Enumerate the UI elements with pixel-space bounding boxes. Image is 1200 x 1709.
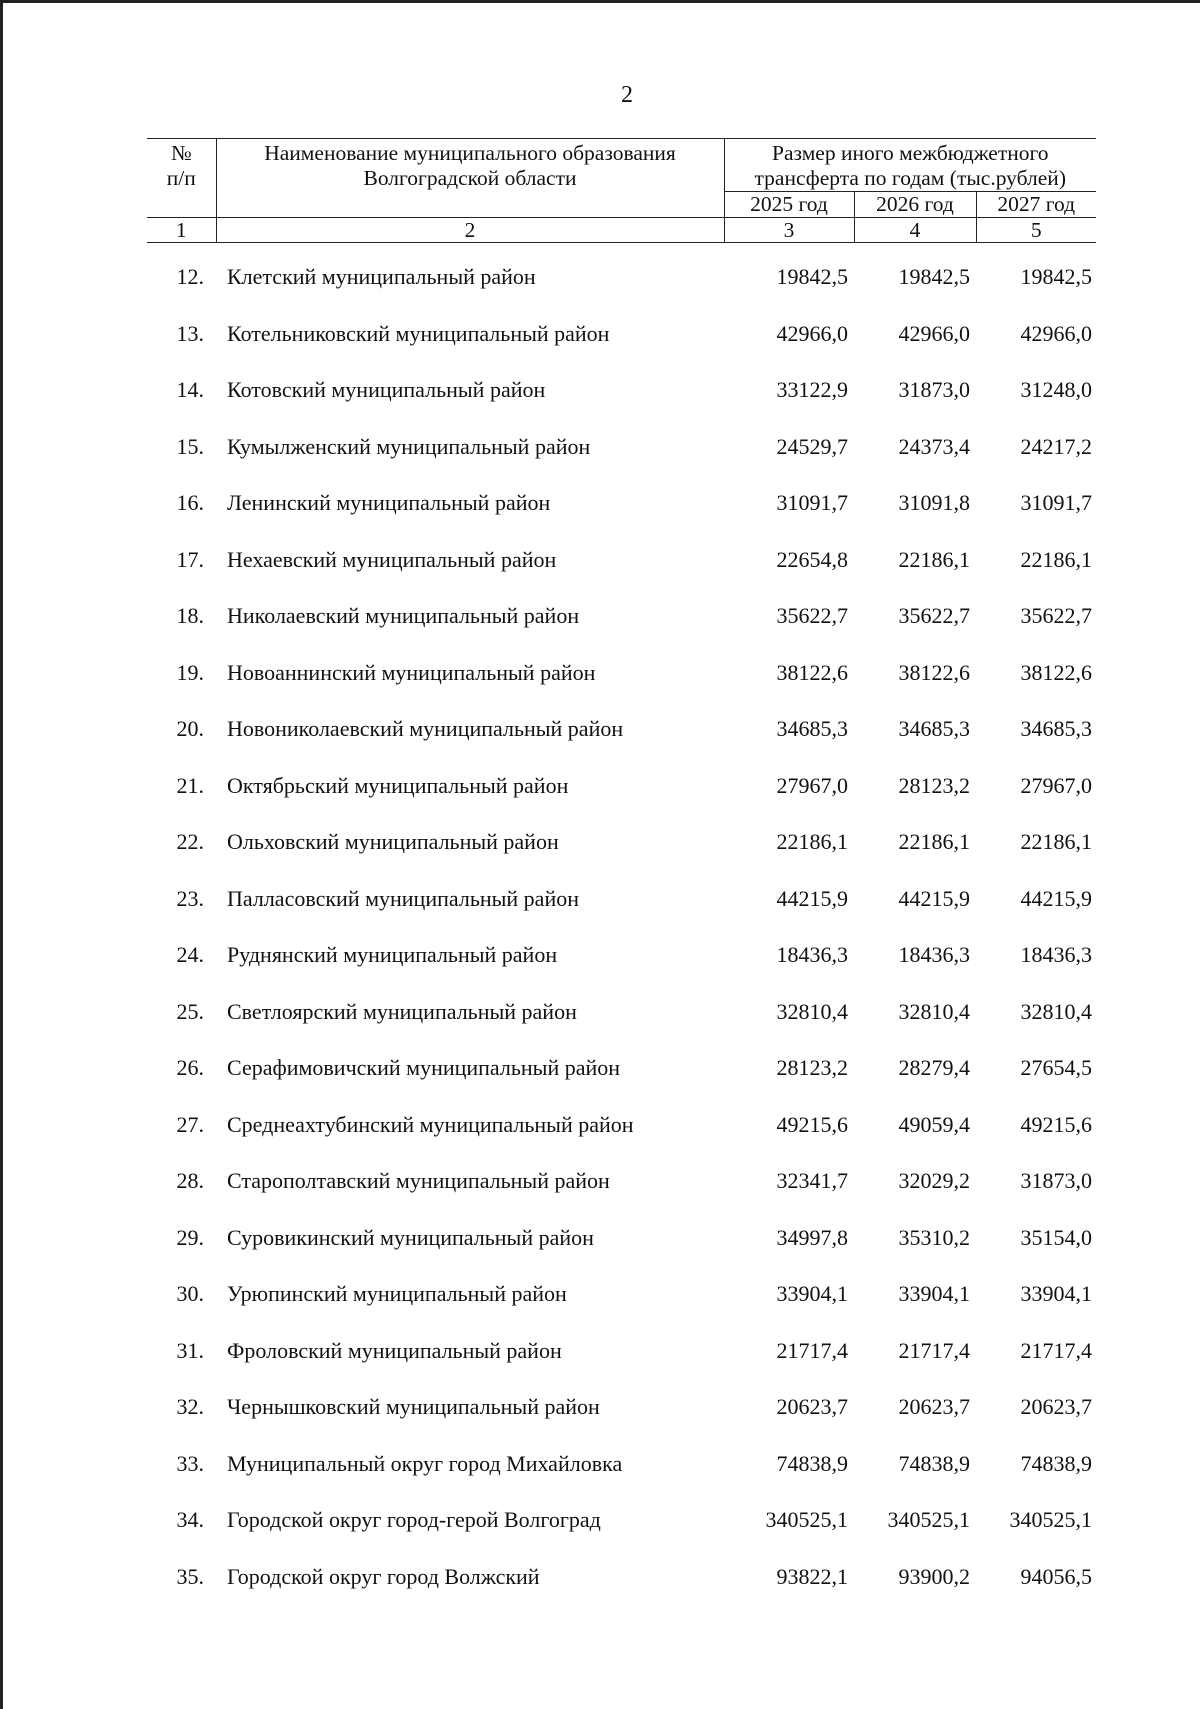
row-value-2025: 34997,8 [776, 1224, 848, 1250]
row-value-2026: 44215,9 [898, 885, 970, 911]
row-number: 23. [176, 885, 204, 911]
row-value-2027: 74838,9 [1020, 1450, 1092, 1476]
row-value-2027: 94056,5 [1020, 1563, 1092, 1589]
row-number: 27. [176, 1111, 204, 1137]
table-row [0, 375, 1200, 432]
row-municipality-name: Фроловский муниципальный район [227, 1337, 562, 1363]
row-value-2027: 32810,4 [1020, 998, 1092, 1024]
table-row [0, 1336, 1200, 1393]
table-header [147, 138, 1096, 243]
row-value-2025: 31091,7 [776, 490, 848, 515]
col-number-4: 4 [854, 218, 976, 243]
row-number: 22. [176, 829, 204, 854]
row-municipality-name: Серафимовичский муниципальный район [227, 1055, 621, 1080]
row-number: 28. [176, 1168, 204, 1193]
row-value-2027: 19842,5 [1020, 264, 1092, 289]
table-row [0, 432, 1200, 489]
row-number: 15. [176, 433, 204, 459]
row-value-2027: 20623,7 [1020, 1394, 1092, 1419]
row-value-2027: 42966,0 [1020, 320, 1092, 346]
row-municipality-name: Клетский муниципальный район [227, 264, 536, 289]
page-number: 2 [621, 82, 633, 108]
table-row [0, 1053, 1200, 1110]
row-value-2027: 49215,6 [1020, 1111, 1092, 1137]
row-value-2026: 24373,4 [898, 433, 970, 459]
row-value-2027: 22186,1 [1020, 546, 1092, 572]
table-row [0, 1449, 1200, 1506]
table-row [0, 262, 1200, 319]
row-value-2027: 21717,4 [1020, 1337, 1092, 1363]
row-value-2026: 21717,4 [898, 1337, 970, 1363]
col-number-2: 2 [216, 218, 724, 243]
col-number-1: 1 [147, 218, 216, 243]
row-value-2026: 35622,7 [898, 603, 970, 628]
row-value-2027: 22186,1 [1020, 829, 1092, 854]
row-number: 32. [176, 1394, 204, 1419]
row-municipality-name: Нехаевский муниципальный район [227, 546, 557, 572]
row-value-2026: 22186,1 [898, 546, 970, 572]
row-value-2026: 49059,4 [898, 1111, 970, 1137]
row-value-2026: 22186,1 [898, 829, 970, 854]
row-municipality-name: Октябрьский муниципальный район [227, 772, 569, 798]
table-row [0, 319, 1200, 376]
row-municipality-name: Среднеахтубинский муниципальный район [227, 1111, 634, 1137]
table-row [0, 1166, 1200, 1223]
header-amount-col: Размер иного межбюджетного трансферта по годам (тыс.рублей) [724, 139, 1096, 192]
table-row [0, 771, 1200, 828]
row-value-2025: 32341,7 [776, 1168, 848, 1193]
table-row [0, 601, 1200, 658]
row-value-2026: 18436,3 [898, 942, 970, 967]
row-municipality-name: Николаевский муниципальный район [227, 603, 580, 628]
header-year-2026: 2026 год [854, 192, 976, 218]
table-row [0, 714, 1200, 771]
table-row [0, 940, 1200, 997]
table-row [0, 1392, 1200, 1449]
header-name-col: Наименование муниципального образования Волгоградской области [216, 139, 724, 218]
table-row [0, 1562, 1200, 1619]
row-number: 20. [176, 716, 204, 741]
row-number: 16. [176, 490, 204, 515]
row-municipality-name: Светлоярский муниципальный район [227, 998, 577, 1024]
table-row [0, 1505, 1200, 1562]
row-value-2027: 44215,9 [1020, 885, 1092, 911]
row-value-2026: 32810,4 [898, 998, 970, 1024]
row-number: 26. [176, 1055, 204, 1080]
row-value-2025: 38122,6 [776, 659, 848, 685]
row-value-2025: 20623,7 [776, 1394, 848, 1419]
row-value-2027: 31248,0 [1020, 377, 1092, 402]
header-num-col: № п/п [147, 139, 216, 218]
row-value-2025: 33122,9 [776, 377, 848, 402]
row-value-2026: 20623,7 [898, 1394, 970, 1419]
row-value-2025: 33904,1 [776, 1281, 848, 1306]
table-row [0, 1110, 1200, 1167]
row-municipality-name: Чернышковский муниципальный район [227, 1394, 600, 1419]
row-number: 31. [176, 1337, 204, 1363]
row-number: 19. [176, 659, 204, 685]
row-number: 30. [176, 1281, 204, 1306]
row-value-2026: 28279,4 [898, 1055, 970, 1080]
row-municipality-name: Новониколаевский муниципальный район [227, 716, 624, 741]
table-row [0, 488, 1200, 545]
scan-edge-top [0, 0, 1200, 3]
row-value-2027: 27654,5 [1020, 1055, 1092, 1080]
row-value-2026: 35310,2 [898, 1224, 970, 1250]
table-row [0, 545, 1200, 602]
row-number: 12. [176, 264, 204, 289]
row-value-2025: 28123,2 [776, 1055, 848, 1080]
row-municipality-name: Кумылженский муниципальный район [227, 433, 591, 459]
row-value-2025: 22186,1 [776, 829, 848, 854]
table-row [0, 1223, 1200, 1280]
row-value-2027: 18436,3 [1020, 942, 1092, 967]
col-number-5: 5 [976, 218, 1096, 243]
row-municipality-name: Новоаннинский муниципальный район [227, 659, 596, 685]
row-value-2025: 19842,5 [776, 264, 848, 289]
row-number: 25. [176, 998, 204, 1024]
row-municipality-name: Руднянский муниципальный район [227, 942, 558, 967]
row-number: 33. [176, 1450, 204, 1476]
row-number: 18. [176, 603, 204, 628]
row-value-2025: 74838,9 [776, 1450, 848, 1476]
row-value-2025: 18436,3 [776, 942, 848, 967]
row-value-2026: 32029,2 [898, 1168, 970, 1193]
table-row [0, 1279, 1200, 1336]
row-value-2025: 34685,3 [776, 716, 848, 741]
row-value-2025: 22654,8 [776, 546, 848, 572]
row-value-2026: 33904,1 [898, 1281, 970, 1306]
row-value-2026: 340525,1 [887, 1507, 970, 1532]
row-value-2027: 38122,6 [1020, 659, 1092, 685]
row-value-2025: 24529,7 [776, 433, 848, 459]
row-number: 14. [176, 377, 204, 402]
row-municipality-name: Ленинский муниципальный район [227, 490, 551, 515]
row-value-2025: 44215,9 [776, 885, 848, 911]
row-municipality-name: Городской округ город Волжский [227, 1563, 540, 1589]
table-body [0, 262, 1200, 1618]
row-value-2025: 340525,1 [765, 1507, 848, 1532]
row-value-2027: 33904,1 [1020, 1281, 1092, 1306]
row-value-2025: 42966,0 [776, 320, 848, 346]
row-value-2027: 35622,7 [1020, 603, 1092, 628]
row-municipality-name: Урюпинский муниципальный район [227, 1281, 567, 1306]
row-number: 29. [176, 1224, 204, 1250]
row-value-2025: 93822,1 [776, 1563, 848, 1589]
row-value-2025: 21717,4 [776, 1337, 848, 1363]
row-number: 24. [176, 942, 204, 967]
row-value-2025: 49215,6 [776, 1111, 848, 1137]
row-value-2027: 35154,0 [1020, 1224, 1092, 1250]
row-value-2027: 31873,0 [1020, 1168, 1092, 1193]
table-row [0, 827, 1200, 884]
header-year-2027: 2027 год [976, 192, 1096, 218]
row-value-2025: 32810,4 [776, 998, 848, 1024]
row-value-2027: 24217,2 [1020, 433, 1092, 459]
row-value-2026: 31873,0 [898, 377, 970, 402]
row-value-2025: 27967,0 [776, 772, 848, 798]
row-value-2026: 19842,5 [898, 264, 970, 289]
row-municipality-name: Городской округ город-герой Волгоград [227, 1507, 601, 1532]
row-value-2026: 28123,2 [898, 772, 970, 798]
row-value-2026: 34685,3 [898, 716, 970, 741]
table-row [0, 658, 1200, 715]
header-year-2025: 2025 год [724, 192, 854, 218]
row-municipality-name: Котовский муниципальный район [227, 377, 546, 402]
table-row [0, 884, 1200, 941]
row-number: 13. [176, 320, 204, 346]
row-municipality-name: Котельниковский муниципальный район [227, 320, 610, 346]
row-value-2025: 35622,7 [776, 603, 848, 628]
row-number: 35. [176, 1563, 204, 1589]
row-value-2026: 42966,0 [898, 320, 970, 346]
row-value-2027: 27967,0 [1020, 772, 1092, 798]
row-municipality-name: Муниципальный округ город Михайловка [227, 1450, 623, 1476]
row-value-2027: 340525,1 [1009, 1507, 1092, 1532]
row-value-2026: 38122,6 [898, 659, 970, 685]
row-value-2026: 31091,8 [898, 490, 970, 515]
row-value-2026: 74838,9 [898, 1450, 970, 1476]
row-number: 17. [176, 546, 204, 572]
row-number: 34. [176, 1507, 204, 1532]
row-municipality-name: Суровикинский муниципальный район [227, 1224, 594, 1250]
row-value-2027: 31091,7 [1020, 490, 1092, 515]
col-number-3: 3 [724, 218, 854, 243]
row-value-2026: 93900,2 [898, 1563, 970, 1589]
row-municipality-name: Ольховский муниципальный район [227, 829, 559, 854]
row-municipality-name: Старополтавский муниципальный район [227, 1168, 610, 1193]
table-row [0, 997, 1200, 1054]
row-value-2027: 34685,3 [1020, 716, 1092, 741]
row-number: 21. [176, 772, 204, 798]
row-municipality-name: Палласовский муниципальный район [227, 885, 579, 911]
